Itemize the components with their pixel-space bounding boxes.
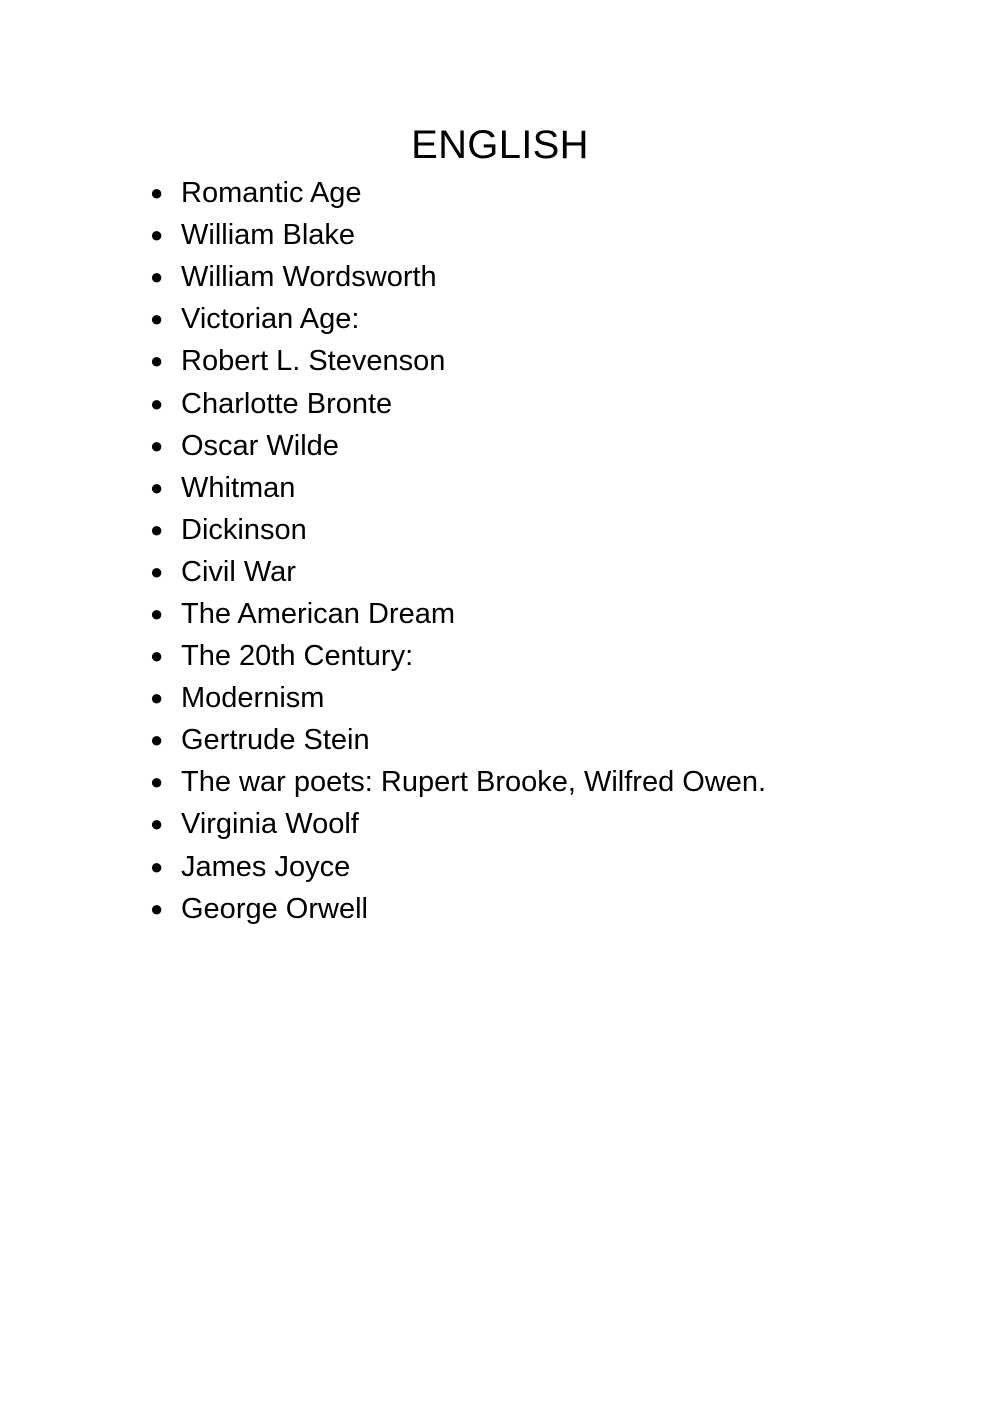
list-item-text: Charlotte Bronte <box>181 387 393 420</box>
list-item-text: The American Dream <box>181 597 455 630</box>
list-item-text: Oscar Wilde <box>181 429 339 462</box>
list-item <box>150 214 766 256</box>
list-item <box>150 340 766 382</box>
bullet-icon <box>150 467 181 509</box>
list-item <box>150 509 766 551</box>
list-item <box>150 256 766 298</box>
bullet-icon <box>150 888 181 930</box>
list-item <box>150 719 766 761</box>
bullet-icon <box>150 172 181 214</box>
bullet-icon <box>150 214 181 256</box>
bullet-icon <box>150 635 181 677</box>
bullet-icon <box>150 509 181 551</box>
bullet-icon <box>150 425 181 467</box>
list-item-text: Romantic Age <box>181 177 362 210</box>
list-item <box>150 888 766 930</box>
list-item-text: Robert L. Stevenson <box>181 345 446 378</box>
list-item-text: Modernism <box>181 682 325 715</box>
list-item <box>150 761 766 803</box>
bullet-icon <box>150 846 181 888</box>
topic-list <box>150 172 766 930</box>
bullet-icon <box>150 593 181 635</box>
list-item <box>150 425 766 467</box>
bullet-icon <box>150 256 181 298</box>
list-item <box>150 593 766 635</box>
document-title: ENGLISH <box>411 123 589 167</box>
list-item-text: William Wordsworth <box>181 261 437 294</box>
bullet-icon <box>150 340 181 382</box>
list-item <box>150 467 766 509</box>
bullet-icon <box>150 298 181 340</box>
list-item-text: Virginia Woolf <box>181 808 359 841</box>
list-item-text: Victorian Age: <box>181 303 360 336</box>
bullet-icon <box>150 677 181 719</box>
list-item <box>150 551 766 593</box>
list-item <box>150 172 766 214</box>
list-item-text: The 20th Century: <box>181 640 414 673</box>
bullet-icon <box>150 719 181 761</box>
list-item-text: Civil War <box>181 555 296 588</box>
list-item-text: James Joyce <box>181 850 351 883</box>
list-item-text: Dickinson <box>181 513 307 546</box>
bullet-icon <box>150 761 181 803</box>
list-item <box>150 635 766 677</box>
list-item <box>150 677 766 719</box>
list-item-text: The war poets: Rupert Brooke, Wilfred Owen. <box>181 766 767 799</box>
bullet-icon <box>150 551 181 593</box>
list-item-text: Whitman <box>181 471 296 504</box>
list-item-text: George Orwell <box>181 892 368 925</box>
list-item <box>150 846 766 888</box>
list-item <box>150 382 766 424</box>
bullet-icon <box>150 803 181 845</box>
list-item <box>150 803 766 845</box>
bullet-icon <box>150 383 181 425</box>
list-item <box>150 298 766 340</box>
list-item-text: William Blake <box>181 219 356 252</box>
list-item-text: Gertrude Stein <box>181 724 370 757</box>
